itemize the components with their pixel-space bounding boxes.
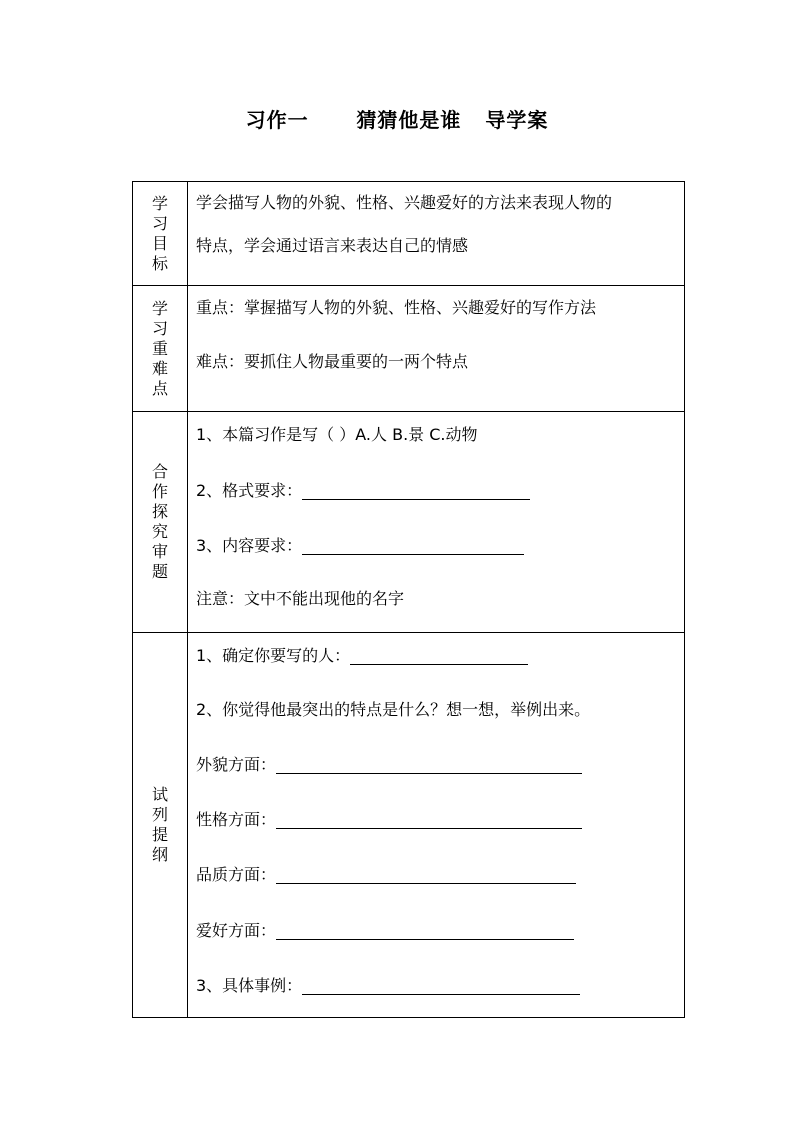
explore-question-2 bbox=[196, 481, 530, 501]
format-requirement-blank[interactable] bbox=[302, 483, 530, 500]
person-to-write-label: 1、确定你要写的人： bbox=[196, 646, 351, 665]
title-part-1: 习作一 bbox=[245, 108, 309, 132]
row-cooperative-explore bbox=[133, 412, 685, 633]
label-outline: 试列提纲 bbox=[151, 785, 168, 864]
title-part-2: 猜猜他是谁 bbox=[356, 108, 462, 132]
row-learning-goal bbox=[133, 182, 685, 286]
content-cell-outline bbox=[188, 633, 685, 1018]
content-cell-goal bbox=[188, 182, 685, 286]
quality-label: 品质方面： bbox=[196, 865, 277, 884]
goal-line-1: 学会描写人物的外貌、性格、兴趣爱好的方法来表现人物的 bbox=[196, 193, 613, 212]
hobby-line bbox=[196, 921, 574, 941]
explore-question-1: 1、本篇习作是写（ ）A.人 B.景 C.动物 bbox=[196, 425, 478, 444]
specific-example-blank[interactable] bbox=[302, 978, 580, 995]
goal-line-2: 特点，学会通过语言来表达自己的情感 bbox=[196, 236, 469, 255]
outline-item-2: 2、你觉得他最突出的特点是什么？想一想，举例出来。 bbox=[196, 700, 591, 719]
content-requirement-label: 3、内容要求： bbox=[196, 536, 303, 555]
personality-line bbox=[196, 810, 582, 830]
content-cell-explore bbox=[188, 412, 685, 633]
appearance-line bbox=[196, 755, 582, 775]
person-to-write-blank[interactable] bbox=[350, 648, 528, 665]
quality-line bbox=[196, 865, 576, 885]
content-cell-keypoints bbox=[188, 286, 685, 412]
personality-label: 性格方面： bbox=[196, 810, 277, 829]
format-requirement-label: 2、格式要求： bbox=[196, 481, 303, 500]
quality-blank[interactable] bbox=[276, 867, 576, 884]
row-key-points bbox=[133, 286, 685, 412]
personality-blank[interactable] bbox=[276, 812, 582, 829]
label-learning-goal: 学习目标 bbox=[151, 193, 168, 273]
appearance-blank[interactable] bbox=[276, 757, 582, 774]
outline-item-3 bbox=[196, 976, 580, 996]
hobby-blank[interactable] bbox=[276, 923, 574, 940]
label-cell-keypoints bbox=[133, 286, 188, 412]
row-outline bbox=[133, 633, 685, 1018]
specific-example-label: 3、具体事例： bbox=[196, 976, 303, 995]
key-point-line: 重点：掌握描写人物的外貌、性格、兴趣爱好的写作方法 bbox=[196, 298, 597, 317]
label-key-points: 学习重难点 bbox=[151, 298, 168, 398]
explore-note: 注意：文中不能出现他的名字 bbox=[196, 589, 405, 608]
content-requirement-blank[interactable] bbox=[302, 538, 524, 555]
explore-question-3 bbox=[196, 536, 524, 556]
label-cell-explore bbox=[133, 412, 188, 633]
page-title bbox=[0, 104, 794, 133]
difficulty-line: 难点：要抓住人物最重要的一两个特点 bbox=[196, 352, 469, 371]
worksheet-table bbox=[132, 181, 685, 1018]
label-cell-outline bbox=[133, 633, 188, 1018]
appearance-label: 外貌方面： bbox=[196, 755, 277, 774]
title-part-3: 导学案 bbox=[485, 108, 549, 132]
label-cell-goal bbox=[133, 182, 188, 286]
outline-item-1 bbox=[196, 646, 528, 666]
hobby-label: 爱好方面： bbox=[196, 921, 277, 940]
label-cooperative-explore: 合作探究 审题 bbox=[151, 462, 168, 581]
